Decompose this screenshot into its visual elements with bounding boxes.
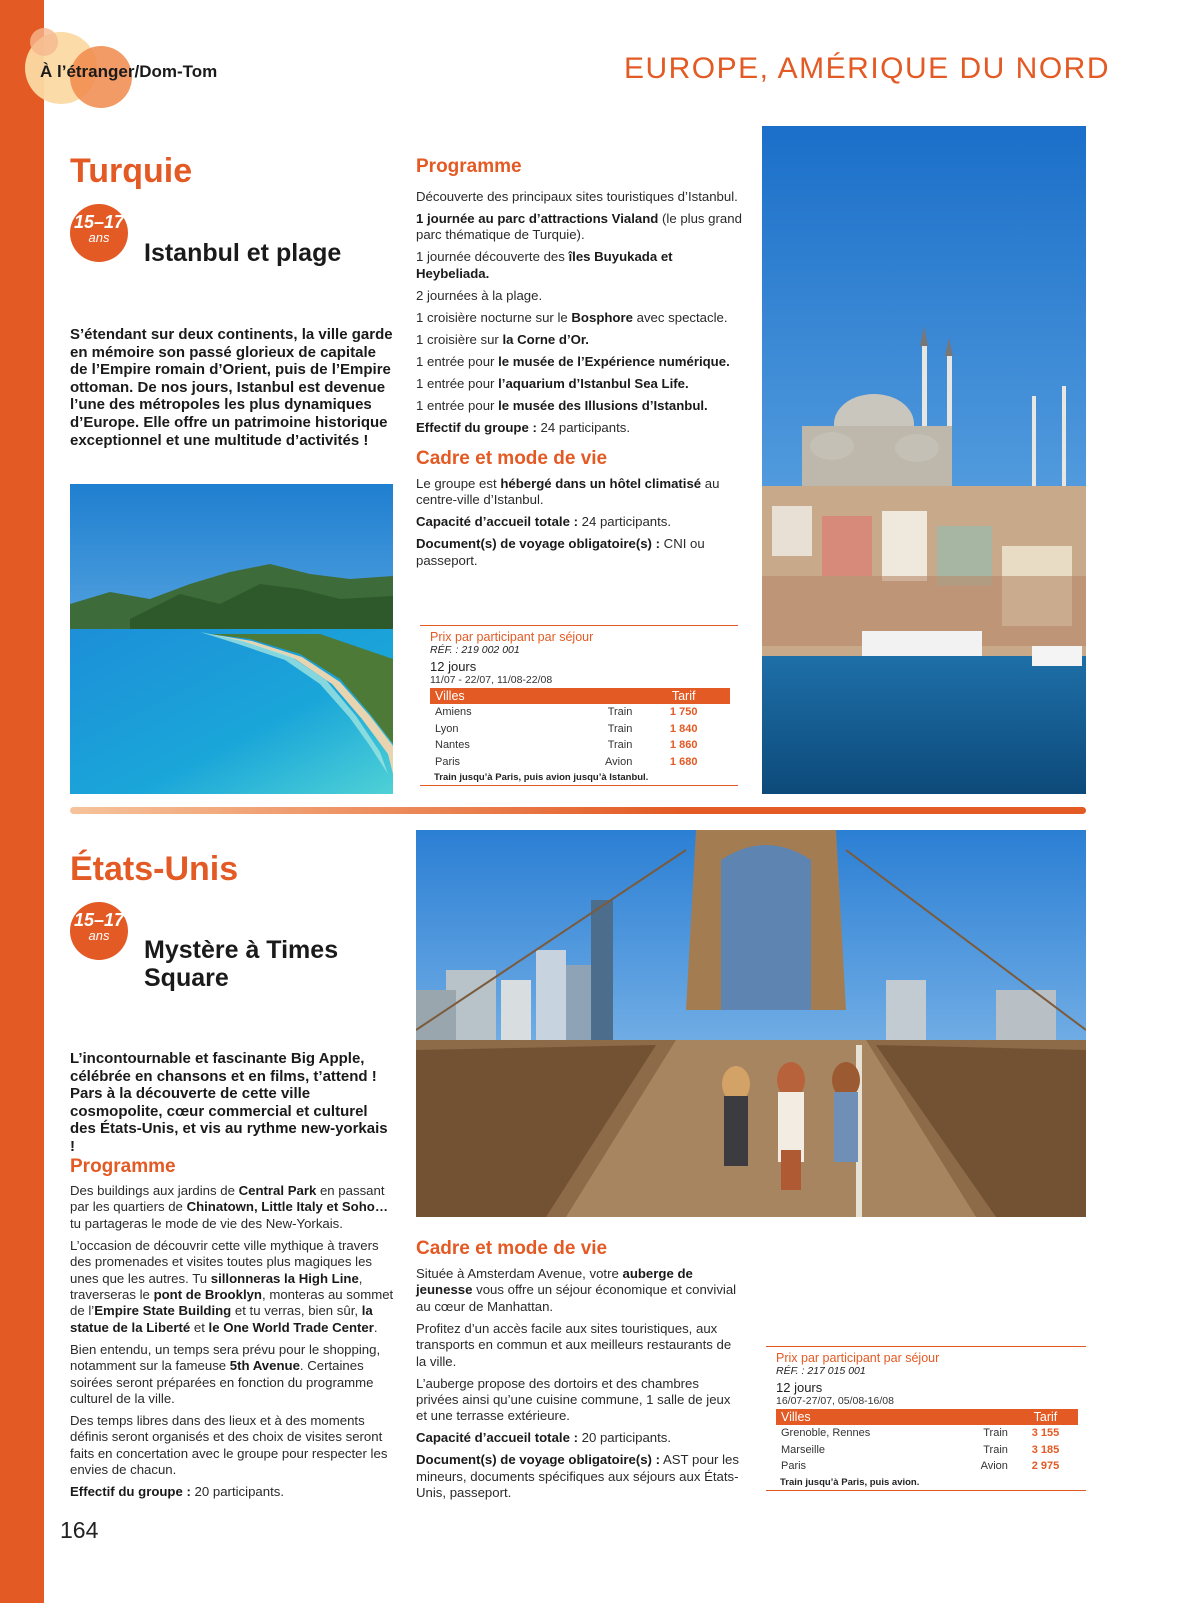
paragraph: Située à Amsterdam Avenue, votre auberge de jeunesse vous offre un séjour économique et convivial au cœur de Manhattan.: [416, 1266, 737, 1314]
price-duration: 12 jours: [776, 1380, 823, 1395]
cadre-item: Le groupe est hébergé dans un hôtel climatisé au centre-ville d’Istanbul.: [416, 476, 720, 508]
table-row: Lyon Train 1 840: [435, 722, 698, 735]
beach-illustration: [70, 484, 393, 794]
programme-title-usa: Programme: [70, 1156, 176, 1177]
price-table: [776, 1409, 1078, 1475]
page-number: 164: [60, 1517, 99, 1543]
breadcrumb: À l’étranger/Dom-Tom: [40, 62, 218, 81]
price-box-turquie: [420, 625, 738, 786]
table-row: Marseille Train 3 185: [781, 1443, 1060, 1456]
programme-list-usa: [70, 1183, 395, 1506]
price-title: Prix par participant par séjour: [430, 630, 594, 644]
cadre-list-usa: [416, 1266, 741, 1507]
photo-istanbul-mosque: [762, 126, 1086, 794]
programme-item: Découverte des principaux sites touristiques d’Istanbul.: [416, 189, 738, 204]
age-range: 15–17: [73, 212, 125, 232]
paragraph: Capacité d’accueil totale : 20 participants.: [416, 1430, 672, 1446]
programme-item: 2 journées à la plage.: [416, 287, 543, 303]
programme-item: 1 entrée pour l’aquarium d’Istanbul Sea Life.: [416, 375, 689, 391]
price-ref: RÉF. : 219 002 001: [430, 644, 520, 656]
cadre-item: Document(s) de voyage obligatoire(s) : CNI ou passeport.: [416, 536, 705, 568]
age-badge-usa: [70, 902, 128, 960]
programme-title-turquie: Programme: [416, 156, 522, 177]
age-unit: ans: [88, 230, 110, 245]
table-row: Grenoble, Rennes Train 3 155: [781, 1427, 1060, 1440]
price-ref: RÉF. : 217 015 001: [776, 1365, 866, 1377]
price-table: [430, 688, 730, 770]
price-duration: 12 jours: [430, 659, 477, 674]
country-title-turquie: Turquie: [70, 152, 193, 190]
paragraph: Bien entendu, un temps sera prévu pour le shopping, notamment sur la fameuse 5th Avenue. Certaines soirées seront préparées en fonction du programme culturel de la ville.: [70, 1341, 381, 1407]
programme-item: Effectif du groupe : 24 participants.: [416, 419, 630, 435]
intro-turquie: S’étendant sur deux continents, la ville garde en mémoire son passé glorieux de capitale de l’Empire romain d’Orient, puis de l’Empire ottoman. De nos jours, Istanbul est devenue l’une des métropoles les plus dynamiques d’Europe. Elle offre un patrimoine historique exceptionnel et une multitude d’activités !: [70, 326, 393, 449]
decor-circle-small: [30, 28, 58, 56]
brooklyn-illustration: [416, 830, 1086, 1217]
programme-item: 1 croisière nocturne sur le Bosphore avec spectacle.: [416, 309, 728, 325]
col-villes: Villes: [430, 688, 637, 704]
region-title: EUROPE, AMÉRIQUE DU NORD: [623, 52, 1110, 85]
table-row: Paris Avion 2 975: [781, 1460, 1060, 1473]
cadre-title-turquie: Cadre et mode de vie: [416, 448, 608, 469]
col-villes: Villes: [776, 1409, 1013, 1425]
paragraph: Effectif du groupe : 20 participants.: [70, 1484, 284, 1500]
col-tarif: Tarif: [637, 688, 730, 704]
photo-beach-oludeniz: [70, 484, 393, 794]
programme-item: 1 journée découverte des îles Buyukada et Heybeliada.: [416, 249, 673, 281]
photo-brooklyn-bridge: [416, 830, 1086, 1217]
cadre-title-usa: Cadre et mode de vie: [416, 1238, 608, 1259]
programme-list-turquie: [416, 189, 746, 442]
price-note: Train jusqu’à Paris, puis avion.: [780, 1476, 920, 1488]
page-accent-bar: [0, 0, 44, 1603]
age-range: 15–17: [73, 910, 125, 930]
price-dates: 11/07 - 22/07, 11/08-22/08: [430, 674, 553, 686]
paragraph: Document(s) de voyage obligatoire(s) : AST pour les mineurs, documents spécifiques aux séjours aux États-Unis, passeport.: [416, 1452, 739, 1501]
paragraph: L’occasion de découvrir cette ville mythique à travers des promenades et visites toutes plus magiques les unes que les autres. Tu sillonneras la High Line, traverseras le pont de Brooklyn, monteras au sommet de l’Empire State Building et tu verras, bien sûr, la statue de la Liberté et le One World Trade Center.: [70, 1237, 394, 1335]
paragraph: Profitez d’un accès facile aux sites touristiques, aux transports en commun et aux meilleurs restaurants de la ville.: [416, 1320, 732, 1369]
istanbul-illustration: [762, 126, 1086, 794]
table-row: Amiens Train 1 750: [435, 706, 698, 719]
intro-usa: L’incontournable et fascinante Big Apple, célébrée en chansons et en films, t’attend ! Pars à la découverte de cette ville cosmopolite, cœur commercial et culturel des États-Unis, et vis au rythme new-yorkais !: [70, 1050, 388, 1155]
price-box-usa: [766, 1346, 1086, 1491]
price-title: Prix par participant par séjour: [776, 1351, 940, 1365]
cadre-item: Capacité d’accueil totale : 24 participants.: [416, 514, 672, 530]
country-title-usa: États-Unis: [70, 850, 239, 888]
col-tarif: Tarif: [1013, 1409, 1078, 1425]
cadre-list-turquie: [416, 476, 726, 575]
price-dates: 16/07-27/07, 05/08-16/08: [776, 1395, 894, 1407]
table-row: Nantes Train 1 860: [435, 739, 698, 752]
programme-item: 1 entrée pour le musée de l’Expérience numérique.: [416, 353, 730, 369]
programme-item: 1 croisière sur la Corne d’Or.: [416, 331, 589, 347]
trip-title-turquie: Istanbul et plage: [144, 239, 342, 267]
paragraph: L’auberge propose des dortoirs et des chambres privées ainsi qu’une cuisine commune, 1 salle de jeux et une terrasse extérieure.: [416, 1375, 731, 1424]
trip-title-usa: Mystère à Times Square: [144, 936, 339, 992]
section-divider: [70, 807, 1086, 814]
programme-item: 1 journée au parc d’attractions Vialand (le plus grand parc thématique de Turquie).: [416, 211, 742, 243]
paragraph: Des buildings aux jardins de Central Park en passant par les quartiers de Chinatown, Little Italy et Soho… tu partageras le mode de vie des New-Yorkais.: [70, 1183, 389, 1231]
table-row: Paris Avion 1 680: [435, 756, 698, 769]
age-badge-turquie: [70, 204, 128, 262]
price-note: Train jusqu’à Paris, puis avion jusqu’à Istanbul.: [434, 772, 649, 784]
paragraph: Des temps libres dans des lieux et à des moments définis seront organisés et des choix de visites seront faits en concertation avec le groupe pour respecter les envies de chacun.: [70, 1413, 388, 1478]
programme-item: 1 entrée pour le musée des Illusions d’Istanbul.: [416, 397, 708, 413]
age-unit: ans: [88, 928, 110, 943]
